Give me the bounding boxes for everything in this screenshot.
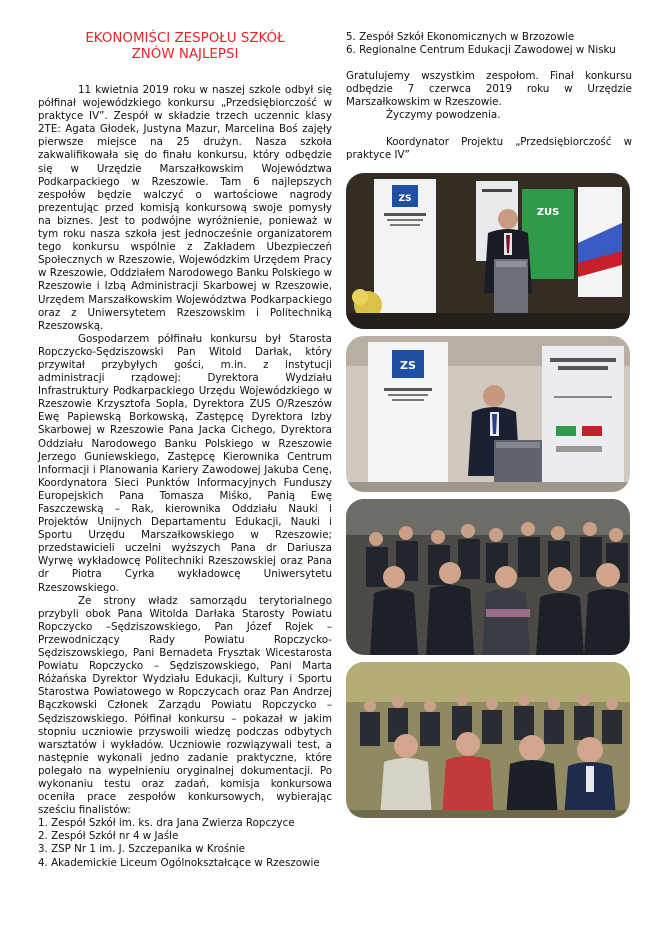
photo-speaker-1 (346, 173, 630, 329)
right-column (346, 31, 632, 825)
school-logo-text: ZS (398, 193, 412, 204)
good-luck-text: Życzymy powodzenia. (386, 109, 501, 122)
paragraph-local-authorities: Ze strony władz samorządu terytorialnego przybyli obok Pana Witolda Darłaka Starosty Powiatu Ropczycko –Sędziszowskiego, Pan Józef Rojek – Przewodniczący Rady Powiatu Ropczycko-Sędziszowskiego, Pani Bernadeta Frysztak Wicestarosta Powiatu Ropczycko – Sędziszowskiego, Pani Marta Różańska Dyrektor Wydziału Edukacji, Kultury i Sportu Starostwa Powiatowego w Ropczycach oraz Pan Andrzej Bączkowski Członek Zarządu Powiatu Ropczycko – Sędziszowskiego. Półfinał konkursu – pokazał w jakim stopniu uczniowie przyswoili wiedzę podczas odbytych warsztatów i wykładów. Uczniowie rozwiązywali test, a następnie wykonali jedno zadanie praktyczne, które polegało na wypełnieniu oryginalnej dokumentacji. Po wykonaniu testu oraz zadań, komisja konkursowa oceniła prace zespołów konkursowych, wybierając sześciu finalistów: (38, 594, 332, 817)
photo-audience-2-image (346, 662, 630, 818)
photo-speaker-2 (346, 336, 630, 492)
title-line-2: ZNÓW NAJLEPSI (131, 47, 239, 62)
photo-speaker-2-image (346, 336, 630, 492)
left-column (38, 31, 332, 870)
article-title (38, 31, 332, 63)
school-logo-text: ZS (400, 358, 416, 372)
finalist-item: 6. Regionalne Centrum Edukacji Zawodowej w Nisku (346, 44, 616, 57)
finalist-item: 3. ZSP Nr 1 im. J. Szczepanika w Krośnie (38, 843, 246, 856)
finalist-item: 4. Akademickie Liceum Ogólnokształcące w Rzeszowie (38, 856, 320, 869)
paragraph-intro: 11 kwietnia 2019 roku w naszej szkole odbył się półfinał wojewódzkiego konkursu „Przedsiębiorczość w praktyce IV”. Zespół w składzie trzech uczennic klasy 2TE: Agata Głodek, Justyna Mazur, Marcelina Boś zajęły pierwsze miejsce na 25 drużyn. Nasza szkoła zakwalifikowała się do finału konkursu, który odbędzie się w Urzędzie Marszałkowskim Województwa Podkarpackiego w Rzeszowie. Tam 6 najlepszych zespołów będzie walczyć o wartościowe nagrody prezentując przed komisją konkursową swoje pomysły na biznes. Jest to podwójne wyróżnienie, ponieważ w tym roku nasza szkoła jest jednocześnie organizatorem tego konkursu wspólnie z Zakładem Ubezpieczeń Społecznych w Rzeszowie, Wojewódzkim Urzędem Pracy w Rzeszowie, Oddziałem Narodowego Banku Polskiego w Rzeszowie i Izbą Administracji Skarbowej w Rzeszowie, Urzędem Marszałkowskim Województwa Podkarpackiego oraz z Uniwersytetem Rzeszowskim i Politechniką Rzeszowską. (38, 84, 332, 332)
zus-banner-text: ZUS (536, 206, 560, 218)
title-line-1: EKONOMIŚCI ZESPOŁU SZKÓŁ (85, 31, 285, 46)
finalists-list-part-2 (346, 31, 632, 57)
spacer (346, 123, 632, 136)
photo-speaker-1-image (346, 173, 630, 329)
coordinator-signature: Koordynator Projektu „Przedsiębiorczość w praktyce IV” (346, 135, 632, 161)
photo-audience-1-image (346, 499, 630, 655)
finalists-list-part-1 (38, 817, 332, 869)
finalist-item: 1. Zespół Szkół im. ks. dra Jana Zwierza Ropczyce (38, 817, 295, 830)
paragraph-guests: Gospodarzem półfinału konkursu był Starosta Ropczycko-Sędziszowski Pan Witold Darłak, który przywitał przybyłych gości, m.in. z instytucji administracji rządowej: Dyrektora Wydziału Infrastruktury Podkarpackiego Urzędu Wojewódzkiego w Rzeszowie Krzysztofa Sopla, Dyrektora ZUS O/Rzeszów Ewę Papiewską Borkowską, Zastępcę Dyrektora Izby Skarbowej w Rzeszowie Pana Jacka Cichego, Dyrektora Oddziału Narodowego Banku Polskiego w Rzeszowie Jerzego Guniewskiego, Zastępcę Kierownika Centrum Informacji i Planowania Kariery Zawodowej Jakuba Cenę, Koordynatora Sieci Punktów Informacyjnych Funduszy Europejskich Pana Tomasza Miśko, Panią Ewę Faszczewską – Rak, kierownika Oddziału Nauki i Projektów Unijnych Departamentu Edukacji, Nauki i Sportu Urzędu Marszałkowskiego w Rzeszowie; przedstawicieli uczelni wyższych Pana dr Dariusza Wyrwę wykładowcę Politechniki Rzeszowskiej oraz Pana dr Piotra Cyrka wykładowcę Uniwersytetu Rzeszowskiego. (38, 332, 332, 594)
finalist-item: 5. Zespół Szkół Ekonomicznych w Brzozowie (346, 31, 575, 43)
photo-audience-1 (346, 499, 630, 655)
congratulations-text: Gratulujemy wszystkim zespołom. Finał konkursu odbędzie 7 czerwca 2019 roku w Urzędzie Marszałkowskim w Rzeszowie. (346, 70, 632, 109)
photo-audience-2 (346, 662, 630, 818)
finalist-item: 2. Zespół Szkół nr 4 w Jaśle (38, 830, 179, 843)
